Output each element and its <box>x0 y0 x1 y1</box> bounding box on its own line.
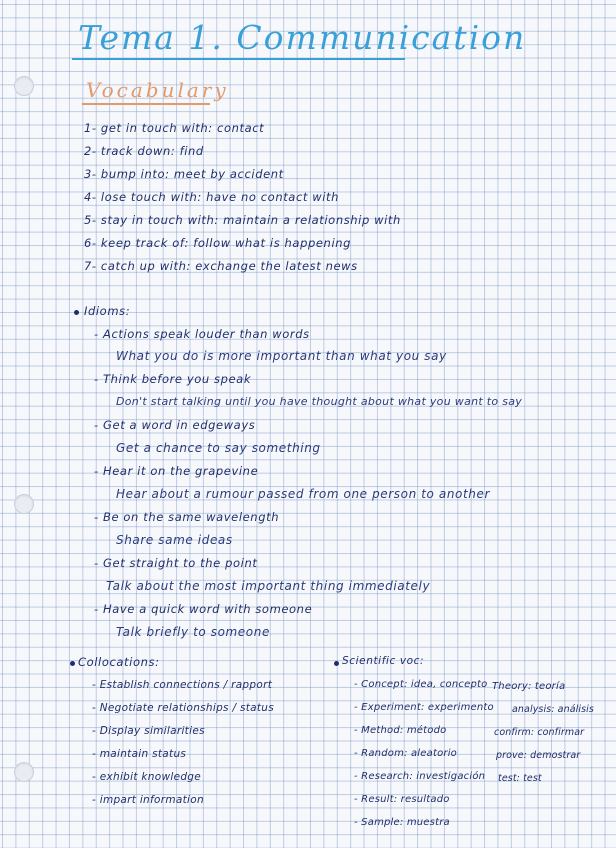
idiom-meaning: Talk briefly to someone <box>116 625 270 639</box>
collocation-item: - Negotiate relationships / status <box>92 702 275 714</box>
scientific-side-note: prove: demostrar <box>496 750 581 761</box>
vocab-item: 3- bump into: meet by accident <box>84 167 284 181</box>
collocations-heading: Collocations: <box>78 655 160 669</box>
scientific-item: - Result: resultado <box>354 794 450 805</box>
idiom-phrase: - Be on the same wavelength <box>94 510 280 524</box>
page-title: Tema 1. Communication <box>78 18 527 57</box>
idioms-heading: Idioms: <box>84 304 131 318</box>
binder-hole <box>14 76 34 96</box>
vocab-item: 5- stay in touch with: maintain a relationship with <box>84 213 401 227</box>
scientific-item: - Concept: idea, concepto <box>354 679 488 690</box>
vocab-item: 4- lose touch with: have no contact with <box>84 190 340 204</box>
idiom-meaning: Talk about the most important thing immediately <box>106 579 431 593</box>
subtitle-underline <box>82 103 210 105</box>
idiom-meaning: Don't start talking until you have thought about what you want to say <box>116 395 523 408</box>
scientific-item: - Experiment: experimento <box>354 702 494 713</box>
scientific-bullet <box>334 661 339 666</box>
idiom-meaning: Hear about a rumour passed from one person to another <box>116 487 491 501</box>
idiom-phrase: - Have a quick word with someone <box>94 602 313 616</box>
idiom-phrase: - Hear it on the grapevine <box>94 464 259 478</box>
scientific-side-note: confirm: confirmar <box>494 727 585 738</box>
collocation-item: - Display similarities <box>92 725 205 737</box>
vocab-item: 2- track down: find <box>84 144 204 158</box>
collocations-bullet <box>70 661 75 666</box>
scientific-item: - Random: aleatorio <box>354 748 457 759</box>
scientific-item: - Sample: muestra <box>354 817 450 828</box>
collocation-item: - exhibit knowledge <box>92 771 202 783</box>
collocation-item: - maintain status <box>92 748 187 760</box>
scientific-item: - Research: investigación <box>354 771 486 782</box>
idiom-phrase: - Get straight to the point <box>94 556 258 570</box>
idiom-meaning: Share same ideas <box>116 533 233 547</box>
binder-hole <box>14 762 34 782</box>
idiom-phrase: - Think before you speak <box>94 372 252 386</box>
collocation-item: - impart information <box>92 794 204 806</box>
scientific-item: - Method: método <box>354 725 447 736</box>
idiom-meaning: Get a chance to say something <box>116 441 321 455</box>
vocab-item: 6- keep track of: follow what is happening <box>84 236 352 250</box>
vocab-item: 7- catch up with: exchange the latest news <box>84 259 358 273</box>
scientific-side-note: Theory: teoría <box>492 681 566 692</box>
scientific-side-note: analysis: análisis <box>512 704 594 715</box>
idioms-bullet <box>74 310 79 315</box>
section-heading-vocabulary: Vocabulary <box>86 78 229 102</box>
idiom-phrase: - Actions speak louder than words <box>94 327 310 341</box>
scientific-heading: Scientific voc: <box>342 655 425 667</box>
vocab-item: 1- get in touch with: contact <box>84 121 265 135</box>
title-underline <box>72 58 405 60</box>
idiom-phrase: - Get a word in edgeways <box>94 418 256 432</box>
scientific-side-note: test: test <box>498 773 542 784</box>
binder-hole <box>14 494 34 514</box>
collocation-item: - Establish connections / rapport <box>92 679 273 691</box>
idiom-meaning: What you do is more important than what you say <box>116 349 447 363</box>
